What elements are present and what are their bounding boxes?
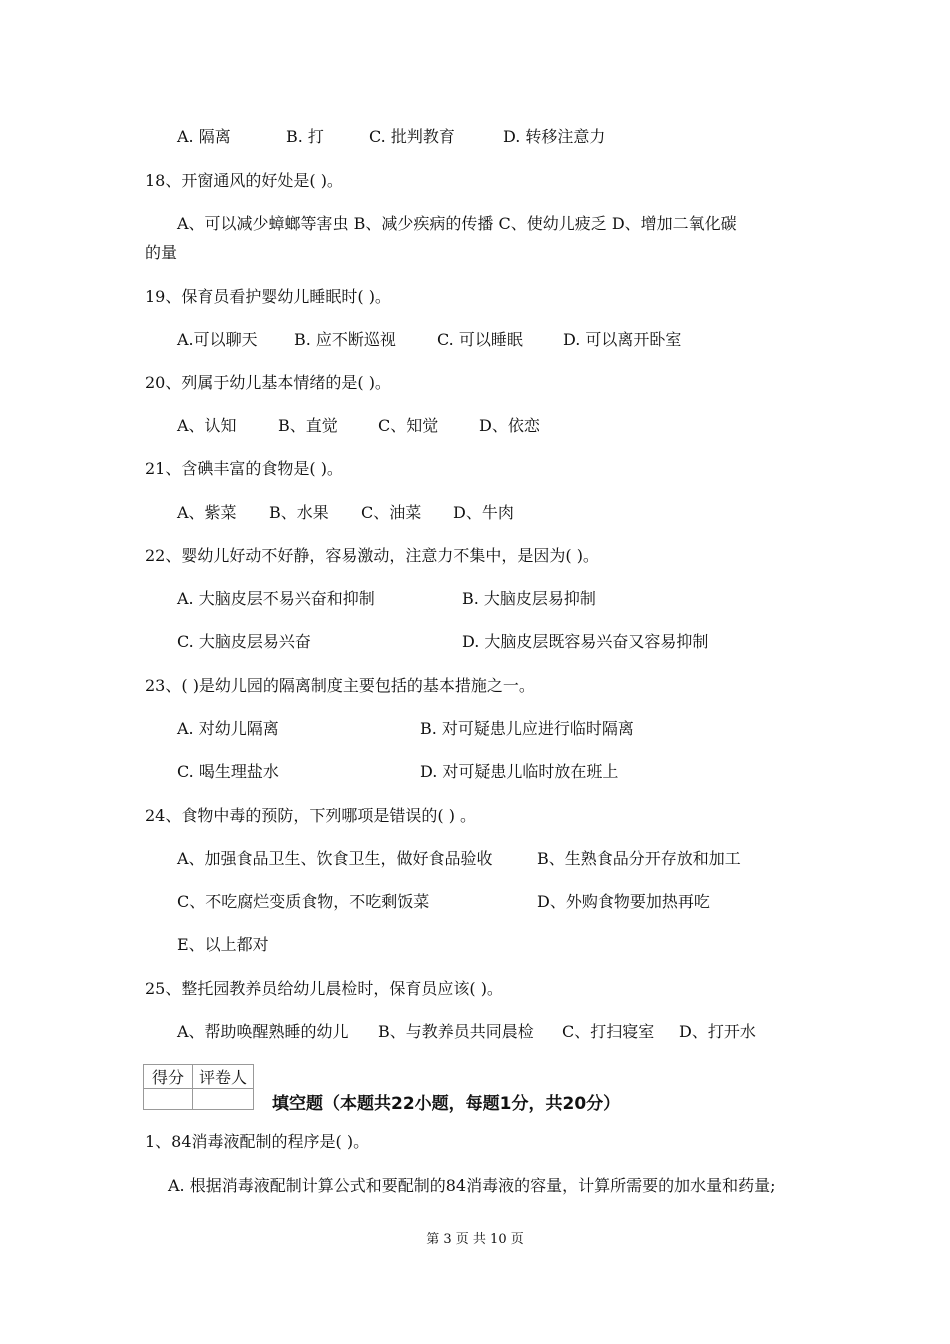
q22-option-c: C. 大脑皮层易兴奋	[177, 632, 311, 651]
q19-stem: 19、保育员看护婴幼儿睡眠时( )。	[145, 287, 391, 306]
q21-option-a: A、紫菜	[177, 503, 237, 522]
q18-options-line2: 的量	[145, 243, 178, 262]
q24-option-d: D、外购食物要加热再吃	[537, 892, 710, 911]
q19-option-c: C. 可以睡眠	[437, 330, 523, 349]
score-cell[interactable]	[144, 1089, 193, 1110]
q19-option-d: D. 可以离开卧室	[563, 330, 682, 349]
q22-stem: 22、婴幼儿好动不好静，容易激动，注意力不集中，是因为( )。	[145, 546, 599, 565]
q23-option-a: A. 对幼儿隔离	[177, 719, 279, 738]
q20-option-c: C、知觉	[378, 416, 439, 435]
q19-option-b: B. 应不断巡视	[294, 330, 396, 349]
q25-option-c: C、打扫寝室	[562, 1022, 655, 1041]
q21-option-d: D、牛肉	[453, 503, 514, 522]
q24-option-c: C、不吃腐烂变质食物，不吃剩饭菜	[177, 892, 430, 911]
q22-option-a: A. 大脑皮层不易兴奋和抑制	[177, 589, 375, 608]
score-table	[143, 1064, 254, 1110]
section-title: 填空题（本题共22小题，每题1分，共20分）	[272, 1094, 621, 1114]
q24-stem: 24、食物中毒的预防，下列哪项是错误的( ) 。	[145, 806, 477, 825]
q25-option-d: D、打开水	[679, 1022, 756, 1041]
q25-stem: 25、整托园教养员给幼儿晨检时，保育员应该( )。	[145, 979, 503, 998]
score-label: 得分	[144, 1065, 193, 1089]
q25-option-b: B、与教养员共同晨检	[378, 1022, 534, 1041]
fill1-stem: 1、84消毒液配制的程序是( )。	[145, 1132, 370, 1151]
q20-option-b: B、直觉	[278, 416, 338, 435]
q22-option-b: B. 大脑皮层易抑制	[462, 589, 596, 608]
page-footer: 第 3 页 共 10 页	[426, 1232, 524, 1247]
q19-option-a: A.可以聊天	[177, 330, 258, 349]
q17-option-b: B. 打	[286, 127, 324, 146]
reviewer-label: 评卷人	[193, 1065, 254, 1089]
fill1-option-a: A. 根据消毒液配制计算公式和要配制的84消毒液的容量，计算所需要的加水量和药量;	[168, 1176, 776, 1195]
q24-option-b: B、生熟食品分开存放和加工	[537, 849, 741, 868]
q23-option-d: D. 对可疑患儿临时放在班上	[420, 762, 619, 781]
q20-option-a: A、认知	[177, 416, 237, 435]
q18-options-line1: A、可以减少蟑螂等害虫 B、减少疾病的传播 C、使幼儿疲乏 D、增加二氧化碳	[177, 214, 737, 233]
q24-option-e: E、以上都对	[177, 935, 269, 954]
q23-option-c: C. 喝生理盐水	[177, 762, 279, 781]
q17-option-a: A. 隔离	[177, 127, 231, 146]
q20-stem: 20、列属于幼儿基本情绪的是( )。	[145, 373, 391, 392]
q21-option-b: B、水果	[269, 503, 329, 522]
q25-option-a: A、帮助唤醒熟睡的幼儿	[177, 1022, 349, 1041]
q23-option-b: B. 对可疑患儿应进行临时隔离	[420, 719, 634, 738]
q22-option-d: D. 大脑皮层既容易兴奋又容易抑制	[462, 632, 709, 651]
q21-stem: 21、含碘丰富的食物是( )。	[145, 459, 343, 478]
q21-option-c: C、油菜	[361, 503, 422, 522]
score-table-blank-row	[144, 1089, 254, 1110]
q24-option-a: A、加强食品卫生、饮食卫生，做好食品验收	[177, 849, 493, 868]
q20-option-d: D、依恋	[479, 416, 540, 435]
q23-stem: 23、( )是幼儿园的隔离制度主要包括的基本措施之一。	[145, 676, 535, 695]
q17-option-c: C. 批判教育	[369, 127, 455, 146]
q18-stem: 18、开窗通风的好处是( )。	[145, 171, 343, 190]
q17-option-d: D. 转移注意力	[503, 127, 606, 146]
reviewer-cell[interactable]	[193, 1089, 254, 1110]
score-table-header-row	[144, 1065, 254, 1089]
